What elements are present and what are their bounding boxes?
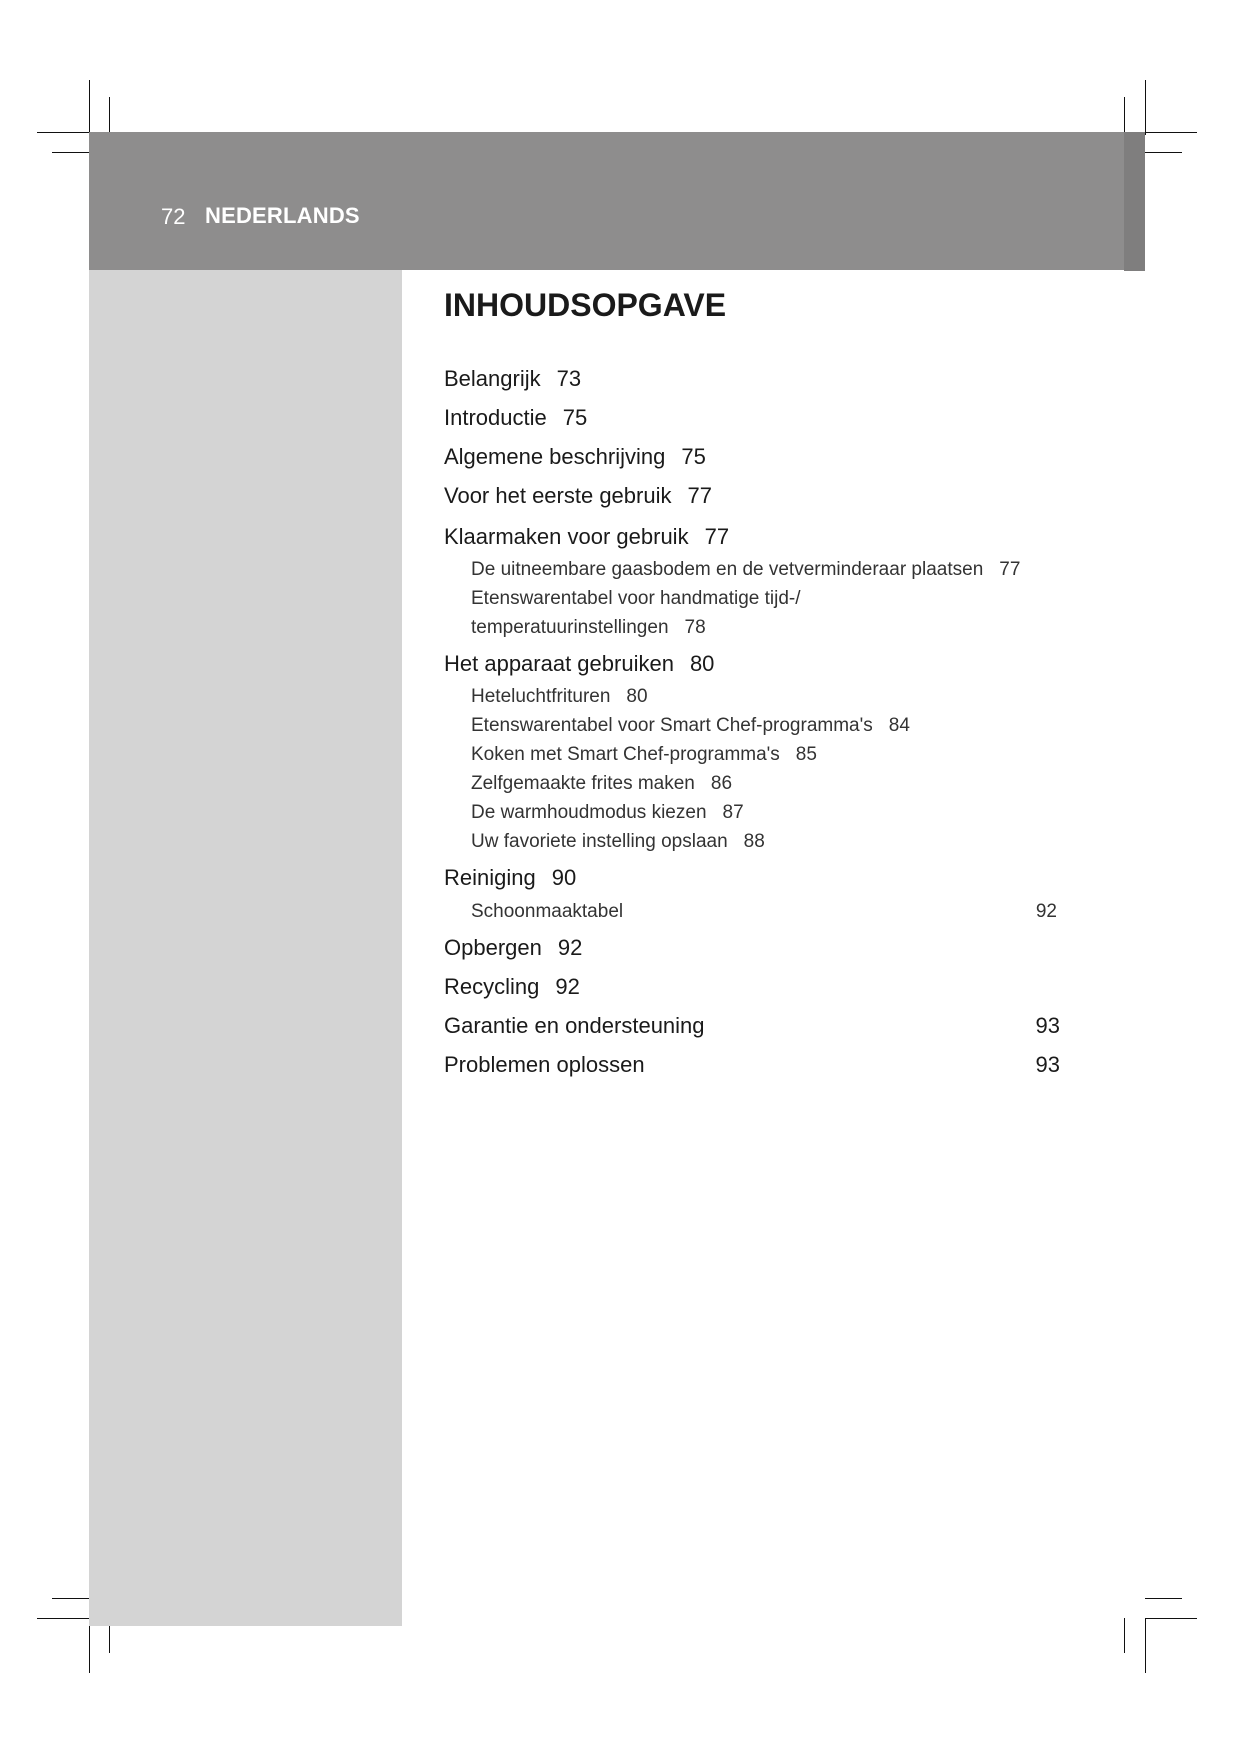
crop-mark	[1145, 80, 1146, 135]
toc-entry-label: De uitneembare gaasbodem en de vetverminderaar plaatsen	[471, 559, 984, 580]
toc-entry[interactable]	[444, 865, 576, 891]
toc-entry[interactable]	[444, 444, 706, 470]
toc-subentry[interactable]	[471, 831, 765, 853]
toc-entry-label: Het apparaat gebruiken	[444, 651, 674, 676]
toc-entry-page: 93	[1035, 1052, 1060, 1077]
toc-entry-page: 78	[684, 617, 706, 638]
toc-entry-label: Zelfgemaakte frites maken	[471, 773, 695, 794]
crop-mark	[1145, 132, 1197, 133]
toc-entry-page: 92	[1035, 901, 1057, 922]
toc-subentry[interactable]	[471, 773, 732, 795]
toc-entry-label: Introductie	[444, 405, 547, 430]
crop-mark	[52, 1598, 89, 1599]
crop-mark	[89, 80, 90, 135]
toc-entry-page: 88	[743, 831, 765, 852]
toc-entry-page: 77	[704, 524, 730, 549]
toc-entry-label: Algemene beschrijving	[444, 444, 666, 469]
crop-mark	[109, 97, 110, 132]
header-band	[89, 132, 1145, 270]
crop-mark	[37, 132, 89, 133]
toc-entry-page: 85	[795, 744, 817, 765]
toc-entry-page: 75	[562, 405, 588, 430]
crop-mark	[37, 1618, 89, 1619]
crop-mark	[1124, 97, 1125, 132]
toc-entry-page: 92	[555, 974, 580, 999]
toc-entry-page: 80	[689, 651, 715, 676]
crop-mark	[1145, 1598, 1182, 1599]
crop-mark	[1145, 1618, 1197, 1619]
toc-entry[interactable]	[444, 524, 729, 550]
toc-entry-label: Koken met Smart Chef-programma's	[471, 744, 780, 765]
crop-mark	[1124, 1618, 1125, 1653]
toc-entry-label: temperatuurinstellingen	[471, 617, 669, 638]
toc-title: INHOUDSOPGAVE	[444, 287, 727, 323]
toc-entry[interactable]	[444, 1013, 1060, 1039]
toc-entry-label: Voor het eerste gebruik	[444, 483, 672, 508]
toc-subentry[interactable]	[471, 802, 744, 824]
toc-entry-label: Etenswarentabel voor Smart Chef-programma's	[471, 715, 873, 736]
toc-entry-label: Opbergen	[444, 935, 542, 960]
toc-entry[interactable]	[444, 935, 582, 961]
toc-entry[interactable]	[444, 405, 587, 431]
toc-entry-page: 80	[626, 686, 648, 707]
toc-entry[interactable]	[444, 366, 581, 392]
page-number: 72	[161, 204, 186, 229]
toc-entry-page: 75	[681, 444, 706, 469]
toc-entry-page: 77	[687, 483, 712, 508]
toc-subentry[interactable]	[471, 715, 910, 737]
toc-entry[interactable]	[444, 651, 714, 677]
toc-entry-page: 77	[999, 559, 1021, 580]
toc-entry-label: Heteluchtfrituren	[471, 686, 611, 707]
toc-entry-page: 73	[556, 366, 582, 391]
section-label: NEDERLANDS	[205, 203, 360, 228]
toc-entry-page: 93	[1035, 1013, 1060, 1038]
toc-entry-label: De warmhoudmodus kiezen	[471, 802, 707, 823]
toc-entry-label: Problemen oplossen	[444, 1052, 645, 1077]
crop-mark	[1145, 1618, 1146, 1673]
toc-entry-page: 90	[551, 865, 577, 890]
crop-mark	[89, 1618, 90, 1673]
toc-entry-page: 84	[888, 715, 910, 736]
toc-entry-label: Recycling	[444, 974, 540, 999]
toc-entry-page: 86	[710, 773, 733, 794]
toc-subentry[interactable]	[471, 901, 1057, 923]
toc-entry-page: 87	[722, 802, 744, 823]
toc-entry-label: Klaarmaken voor gebruik	[444, 524, 689, 549]
toc-entry-label: Schoonmaaktabel	[471, 901, 624, 922]
toc-entry[interactable]	[444, 974, 580, 1000]
toc-entry-label: Etenswarentabel voor handmatige tijd-/	[471, 588, 801, 609]
toc-entry-page: 92	[557, 935, 583, 960]
header-band-edge	[1124, 132, 1145, 271]
toc-entry[interactable]	[444, 1052, 1060, 1078]
toc-subentry[interactable]	[471, 559, 1020, 581]
toc-subentry[interactable]	[471, 588, 801, 610]
toc-entry-label: Reiniging	[444, 865, 536, 890]
toc-entry-label: Garantie en ondersteuning	[444, 1013, 705, 1038]
toc-entry-label: Uw favoriete instelling opslaan	[471, 831, 728, 852]
crop-mark	[1145, 152, 1182, 153]
toc-entry[interactable]	[444, 483, 712, 509]
toc-subentry[interactable]	[471, 686, 648, 708]
sidebar-panel	[89, 270, 402, 1626]
toc-entry-label: Belangrijk	[444, 366, 541, 391]
toc-subentry[interactable]	[471, 617, 706, 639]
toc-subentry[interactable]	[471, 744, 817, 766]
crop-mark	[52, 152, 89, 153]
